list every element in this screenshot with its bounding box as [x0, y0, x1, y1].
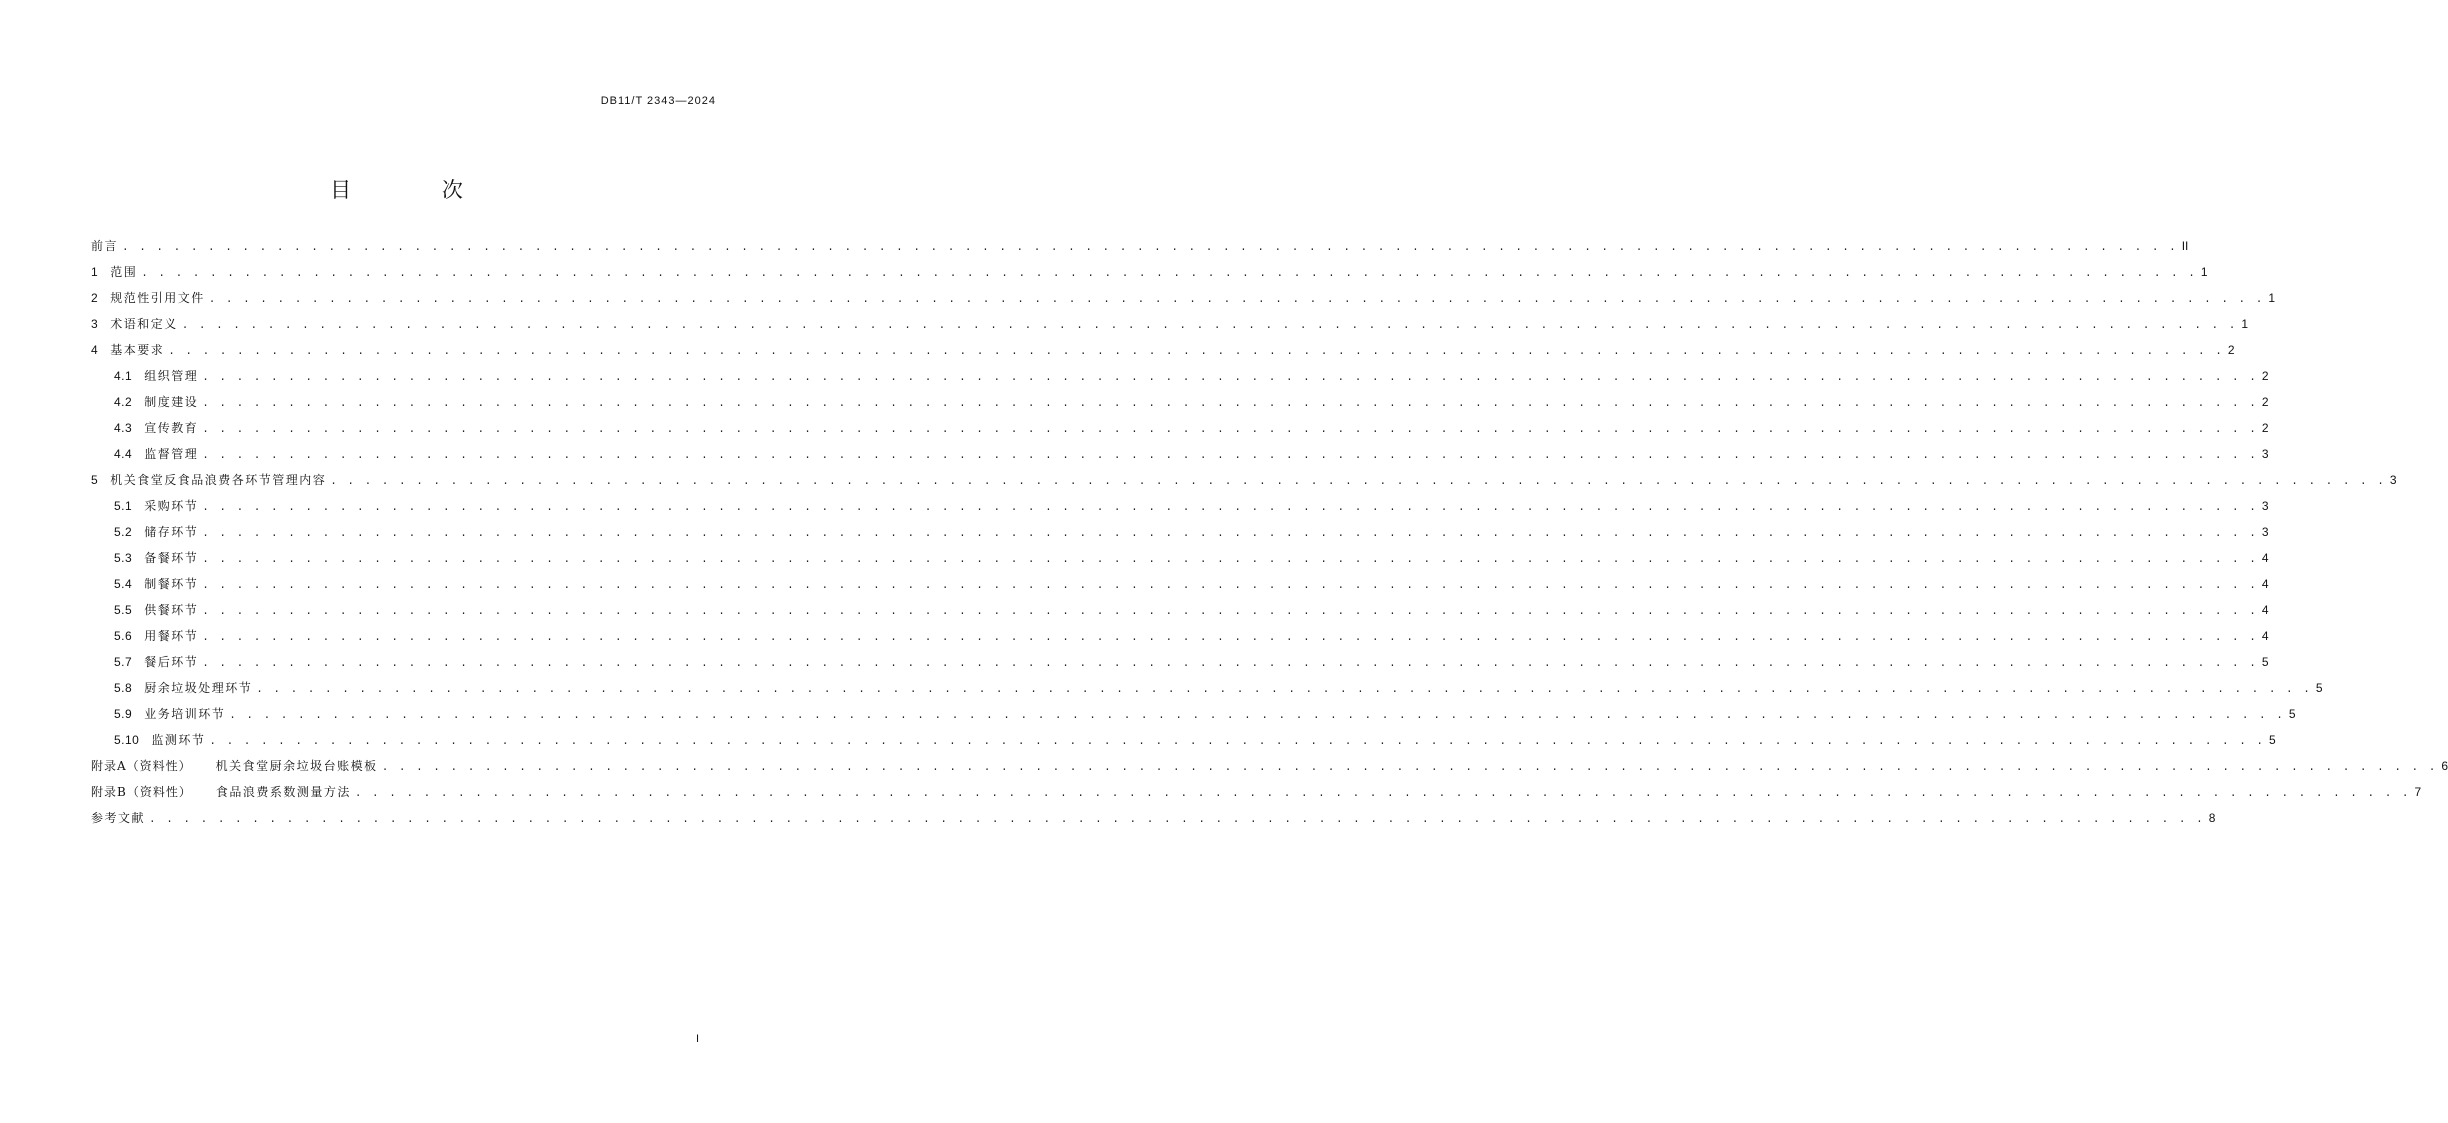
toc-entry[interactable]: [91, 653, 2269, 679]
toc-entry-title: 范围: [110, 265, 138, 279]
toc-dot-leader: . . . . . . . . . . . . . . . . . . . . . . . . . . . . . . . . . . . . . . . . . . . . . . . . . . . . . . . . . . . . . . . . . . . . . . . . . . . . . . . . . . . . . . . . . . . . . . . . . . . . . . . . . . . . . . . . . . . . . . . .: [202, 372, 2258, 384]
toc-entry-number: 5.1: [114, 499, 133, 513]
toc-appendix-label: 附录A（资料性）: [91, 759, 192, 773]
toc-entry-title: 制餐环节: [144, 577, 199, 591]
toc-entry[interactable]: [91, 627, 2269, 653]
toc-entry[interactable]: [91, 549, 2269, 575]
toc-entry-page: II: [2181, 239, 2189, 253]
toc-dot-leader: . . . . . . . . . . . . . . . . . . . . . . . . . . . . . . . . . . . . . . . . . . . . . . . . . . . . . . . . . . . . . . . . . . . . . . . . . . . . . . . . . . . . . . . . . . . . . . . . . . . . . . . . . . . . . . . . . . . . . . . .: [181, 320, 2238, 332]
toc-entry-number: 5.2: [114, 525, 133, 539]
toc-entry-number: 4.3: [114, 421, 133, 435]
toc-entry-page: 8: [2208, 811, 2216, 825]
table-of-contents: [91, 237, 2448, 835]
toc-entry-number: 5.4: [114, 577, 133, 591]
toc-entry-page: 1: [2200, 265, 2208, 279]
toc-entry-page: 5: [2261, 655, 2269, 669]
toc-dot-leader: . . . . . . . . . . . . . . . . . . . . . . . . . . . . . . . . . . . . . . . . . . . . . . . . . . . . . . . . . . . . . . . . . . . . . . . . . . . . . . . . . . . . . . . . . . . . . . . . . . . . . . . . . . . . . . . . . . . . . . . .: [209, 736, 2266, 748]
toc-entry-title: 机关食堂厨余垃圾台账模板: [215, 759, 378, 773]
toc-entry[interactable]: [91, 393, 2269, 419]
toc-entry-page: 4: [2261, 629, 2269, 643]
toc-entry[interactable]: [91, 757, 2448, 783]
toc-entry[interactable]: [91, 705, 2296, 731]
toc-dot-leader: . . . . . . . . . . . . . . . . . . . . . . . . . . . . . . . . . . . . . . . . . . . . . . . . . . . . . . . . . . . . . . . . . . . . . . . . . . . . . . . . . . . . . . . . . . . . . . . . . . . . . . . . . . . . . . . . . . . . . . . .: [202, 398, 2258, 410]
toc-entry-page: 7: [2414, 785, 2422, 799]
toc-entry-title: 前言: [91, 239, 119, 253]
toc-entry-number: 4: [91, 343, 99, 357]
toc-entry[interactable]: [91, 471, 2397, 497]
toc-dot-leader: . . . . . . . . . . . . . . . . . . . . . . . . . . . . . . . . . . . . . . . . . . . . . . . . . . . . . . . . . . . . . . . . . . . . . . . . . . . . . . . . . . . . . . . . . . . . . . . . . . . . . . . . . . . . . . . . . . . . . . . .: [229, 710, 2285, 722]
toc-entry[interactable]: [91, 601, 2269, 627]
toc-entry-number: 1: [91, 265, 99, 279]
toc-entry-page: 3: [2389, 473, 2397, 487]
toc-entry-title: 供餐环节: [144, 603, 199, 617]
toc-dot-leader: . . . . . . . . . . . . . . . . . . . . . . . . . . . . . . . . . . . . . . . . . . . . . . . . . . . . . . . . . . . . . . . . . . . . . . . . . . . . . . . . . . . . . . . . . . . . . . . . . . . . . . . . . . . . . . . . . . . . . . . .: [354, 788, 2411, 800]
toc-entry-page: 1: [2268, 291, 2276, 305]
toc-entry-title: 机关食堂反食品浪费各环节管理内容: [110, 473, 327, 487]
toc-entry-title: 储存环节: [144, 525, 199, 539]
toc-entry[interactable]: [91, 497, 2269, 523]
toc-entry-number: 5.8: [114, 681, 133, 695]
toc-entry[interactable]: [91, 315, 2249, 341]
toc-entry-title: 术语和定义: [110, 317, 178, 331]
toc-entry-number: 4.2: [114, 395, 133, 409]
toc-entry-title: 采购环节: [144, 499, 199, 513]
toc-entry-page: 2: [2261, 421, 2269, 435]
toc-dot-leader: . . . . . . . . . . . . . . . . . . . . . . . . . . . . . . . . . . . . . . . . . . . . . . . . . . . . . . . . . . . . . . . . . . . . . . . . . . . . . . . . . . . . . . . . . . . . . . . . . . . . . . . . . . . . . . . . . . . . . . . .: [202, 658, 2258, 670]
toc-dot-leader: . . . . . . . . . . . . . . . . . . . . . . . . . . . . . . . . . . . . . . . . . . . . . . . . . . . . . . . . . . . . . . . . . . . . . . . . . . . . . . . . . . . . . . . . . . . . . . . . . . . . . . . . . . . . . . . . . . . . . . . .: [202, 450, 2258, 462]
toc-entry-number: 3: [91, 317, 99, 331]
footer-page-number: I: [695, 1033, 699, 1045]
toc-appendix-label: 附录B（资料性）: [91, 785, 192, 799]
toc-entry-title: 监测环节: [151, 733, 206, 747]
toc-entry-title: 组织管理: [144, 369, 199, 383]
toc-entry[interactable]: [91, 289, 2276, 315]
toc-entry-title: 食品浪费系数测量方法: [215, 785, 351, 799]
toc-entry-page: 5: [2288, 707, 2296, 721]
toc-entry[interactable]: [91, 783, 2422, 809]
toc-entry-page: 2: [2261, 395, 2269, 409]
toc-dot-leader: . . . . . . . . . . . . . . . . . . . . . . . . . . . . . . . . . . . . . . . . . . . . . . . . . . . . . . . . . . . . . . . . . . . . . . . . . . . . . . . . . . . . . . . . . . . . . . . . . . . . . . . . . . . . . . . . . . . . . . . .: [202, 580, 2258, 592]
toc-entry-title: 制度建设: [144, 395, 199, 409]
toc-dot-leader: . . . . . . . . . . . . . . . . . . . . . . . . . . . . . . . . . . . . . . . . . . . . . . . . . . . . . . . . . . . . . . . . . . . . . . . . . . . . . . . . . . . . . . . . . . . . . . . . . . . . . . . . . . . . . . . . . . . . . . . .: [141, 268, 2197, 280]
toc-entry-title: 备餐环节: [144, 551, 199, 565]
toc-entry[interactable]: [91, 445, 2269, 471]
toc-dot-leader: . . . . . . . . . . . . . . . . . . . . . . . . . . . . . . . . . . . . . . . . . . . . . . . . . . . . . . . . . . . . . . . . . . . . . . . . . . . . . . . . . . . . . . . . . . . . . . . . . . . . . . . . . . . . . . . . . . . . . . . .: [149, 814, 2205, 826]
toc-entry[interactable]: [91, 341, 2235, 367]
toc-entry-number: 5.5: [114, 603, 133, 617]
toc-entry-page: 5: [2269, 733, 2276, 747]
toc-dot-leader: . . . . . . . . . . . . . . . . . . . . . . . . . . . . . . . . . . . . . . . . . . . . . . . . . . . . . . . . . . . . . . . . . . . . . . . . . . . . . . . . . . . . . . . . . . . . . . . . . . . . . . . . . . . . . . . . . . . . . . . .: [168, 346, 2224, 358]
toc-entry-page: 4: [2261, 577, 2269, 591]
toc-entry-number: 5.6: [114, 629, 133, 643]
toc-entry-number: 5.3: [114, 551, 133, 565]
toc-entry-number: 5.10: [114, 733, 140, 747]
toc-entry[interactable]: [91, 679, 2323, 705]
toc-dot-leader: . . . . . . . . . . . . . . . . . . . . . . . . . . . . . . . . . . . . . . . . . . . . . . . . . . . . . . . . . . . . . . . . . . . . . . . . . . . . . . . . . . . . . . . . . . . . . . . . . . . . . . . . . . . . . . . . . . . . . . . .: [330, 476, 2386, 488]
toc-entry[interactable]: [91, 419, 2269, 445]
toc-entry-title: 基本要求: [110, 343, 165, 357]
toc-entry-title: 厨余垃圾处理环节: [144, 681, 253, 695]
standard-code: DB11/T 2343—2024: [600, 95, 716, 107]
toc-entry-number: 4.1: [114, 369, 133, 383]
toc-entry[interactable]: [91, 237, 2189, 263]
toc-entry-title: 业务培训环节: [144, 707, 226, 721]
toc-dot-leader: . . . . . . . . . . . . . . . . . . . . . . . . . . . . . . . . . . . . . . . . . . . . . . . . . . . . . . . . . . . . . . . . . . . . . . . . . . . . . . . . . . . . . . . . . . . . . . . . . . . . . . . . . . . . . . . . . . . . . . . .: [202, 606, 2258, 618]
toc-entry-page: 4: [2261, 603, 2269, 617]
toc-entry-title: 餐后环节: [144, 655, 199, 669]
toc-dot-leader: . . . . . . . . . . . . . . . . . . . . . . . . . . . . . . . . . . . . . . . . . . . . . . . . . . . . . . . . . . . . . . . . . . . . . . . . . . . . . . . . . . . . . . . . . . . . . . . . . . . . . . . . . . . . . . . . . . . . . . . .: [202, 424, 2258, 436]
toc-dot-leader: . . . . . . . . . . . . . . . . . . . . . . . . . . . . . . . . . . . . . . . . . . . . . . . . . . . . . . . . . . . . . . . . . . . . . . . . . . . . . . . . . . . . . . . . . . . . . . . . . . . . . . . . . . . . . . . . . . . . . . . .: [202, 502, 2258, 514]
toc-entry[interactable]: [91, 575, 2269, 601]
toc-entry-title: 用餐环节: [144, 629, 199, 643]
toc-entry[interactable]: [91, 809, 2216, 835]
toc-dot-leader: . . . . . . . . . . . . . . . . . . . . . . . . . . . . . . . . . . . . . . . . . . . . . . . . . . . . . . . . . . . . . . . . . . . . . . . . . . . . . . . . . . . . . . . . . . . . . . . . . . . . . . . . . . . . . . . . . . . . . . . .: [122, 242, 2178, 254]
toc-entry-title: 宣传教育: [144, 421, 199, 435]
toc-entry-page: 3: [2261, 447, 2269, 461]
toc-entry-page: 3: [2261, 499, 2269, 513]
toc-entry-page: 3: [2261, 525, 2269, 539]
toc-dot-leader: . . . . . . . . . . . . . . . . . . . . . . . . . . . . . . . . . . . . . . . . . . . . . . . . . . . . . . . . . . . . . . . . . . . . . . . . . . . . . . . . . . . . . . . . . . . . . . . . . . . . . . . . . . . . . . . . . . . . . . . .: [208, 294, 2265, 306]
toc-entry-title: 规范性引用文件: [110, 291, 205, 305]
toc-entry-title: 监督管理: [144, 447, 199, 461]
toc-entry-page: 2: [2227, 343, 2235, 357]
toc-entry-number: 5.7: [114, 655, 133, 669]
toc-entry-number: 4.4: [114, 447, 133, 461]
toc-dot-leader: . . . . . . . . . . . . . . . . . . . . . . . . . . . . . . . . . . . . . . . . . . . . . . . . . . . . . . . . . . . . . . . . . . . . . . . . . . . . . . . . . . . . . . . . . . . . . . . . . . . . . . . . . . . . . . . . . . . . . . . .: [381, 762, 2438, 774]
toc-entry[interactable]: [91, 523, 2269, 549]
toc-entry-page: 6: [2441, 759, 2448, 773]
page-title: 目 次: [330, 178, 505, 202]
toc-dot-leader: . . . . . . . . . . . . . . . . . . . . . . . . . . . . . . . . . . . . . . . . . . . . . . . . . . . . . . . . . . . . . . . . . . . . . . . . . . . . . . . . . . . . . . . . . . . . . . . . . . . . . . . . . . . . . . . . . . . . . . . .: [202, 528, 2258, 540]
toc-entry-title: 参考文献: [91, 811, 146, 825]
toc-entry-page: 2: [2261, 369, 2269, 383]
toc-dot-leader: . . . . . . . . . . . . . . . . . . . . . . . . . . . . . . . . . . . . . . . . . . . . . . . . . . . . . . . . . . . . . . . . . . . . . . . . . . . . . . . . . . . . . . . . . . . . . . . . . . . . . . . . . . . . . . . . . . . . . . . .: [202, 554, 2258, 566]
toc-entry[interactable]: [91, 367, 2269, 393]
toc-dot-leader: . . . . . . . . . . . . . . . . . . . . . . . . . . . . . . . . . . . . . . . . . . . . . . . . . . . . . . . . . . . . . . . . . . . . . . . . . . . . . . . . . . . . . . . . . . . . . . . . . . . . . . . . . . . . . . . . . . . . . . . .: [202, 632, 2258, 644]
toc-dot-leader: . . . . . . . . . . . . . . . . . . . . . . . . . . . . . . . . . . . . . . . . . . . . . . . . . . . . . . . . . . . . . . . . . . . . . . . . . . . . . . . . . . . . . . . . . . . . . . . . . . . . . . . . . . . . . . . . . . . . . . . .: [256, 684, 2312, 696]
toc-entry-number: 5.9: [114, 707, 133, 721]
toc-entry-number: 5: [91, 473, 99, 487]
toc-entry-page: 4: [2261, 551, 2269, 565]
toc-entry[interactable]: [91, 731, 2276, 757]
toc-entry-page: 1: [2241, 317, 2249, 331]
toc-entry-number: 2: [91, 291, 99, 305]
toc-entry[interactable]: [91, 263, 2208, 289]
toc-entry-page: 5: [2315, 681, 2323, 695]
